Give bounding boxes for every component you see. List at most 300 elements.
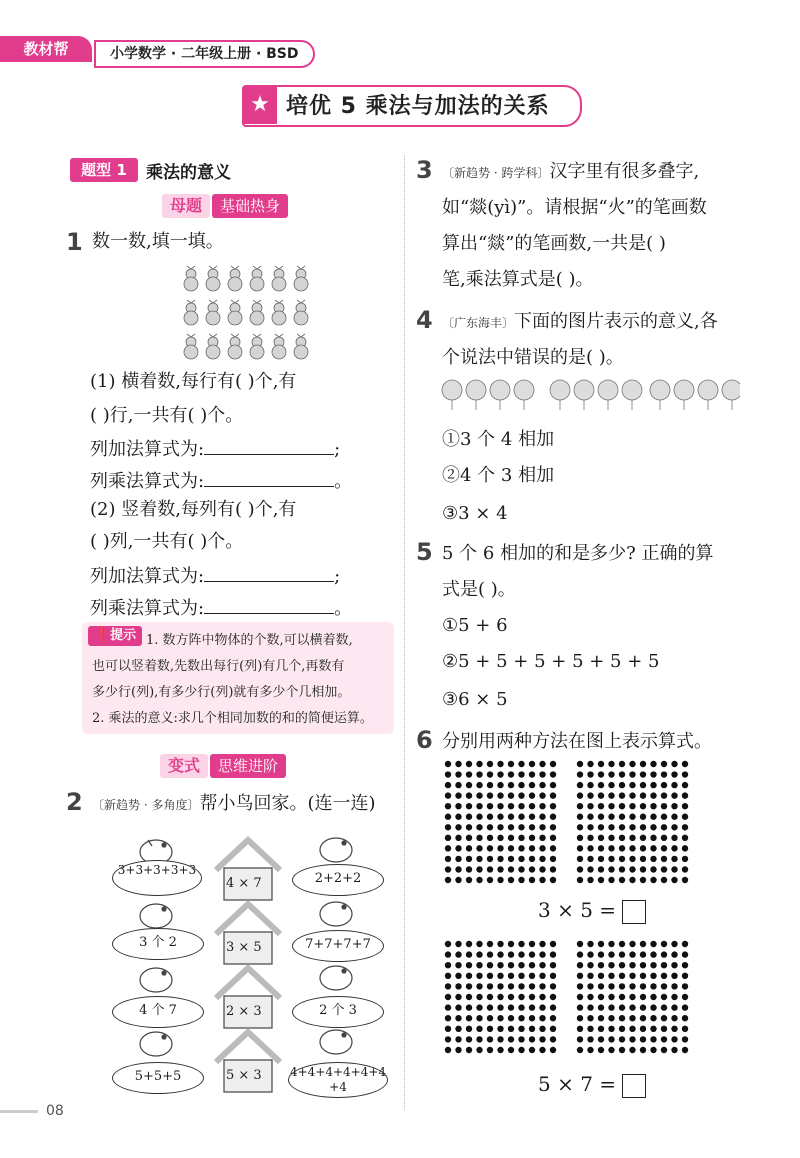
grid-dot: [619, 877, 625, 883]
grid-dot: [497, 866, 503, 872]
q5-line-1: 5 个 6 相加的和是多少? 正确的算: [442, 543, 714, 564]
grid-dot: [671, 877, 677, 883]
grid-dot: [466, 771, 472, 777]
grid-dot: [598, 824, 604, 830]
grid-dot: [550, 983, 556, 989]
q6-stem: 分别用两种方法在图上表示算式。: [442, 731, 712, 752]
grid-dot: [608, 994, 614, 1000]
grid-dot: [619, 1015, 625, 1021]
grid-dot: [608, 1015, 614, 1021]
grid-dot: [476, 994, 482, 1000]
q1-part2-line1: (2) 竖着数,每列有( )个,有: [90, 499, 297, 520]
grid-dot: [682, 835, 688, 841]
grid-dot: [455, 1036, 461, 1042]
grid-dot: [518, 835, 524, 841]
answer-box[interactable]: [622, 1074, 646, 1098]
grid-dot: [619, 973, 625, 979]
grid-dot: [577, 1047, 583, 1053]
grid-dot: [497, 824, 503, 830]
grid-dot: [508, 877, 514, 883]
grid-dot: [671, 1026, 677, 1032]
grid-dot: [539, 845, 545, 851]
grid-dot: [640, 951, 646, 957]
grid-dot: [497, 951, 503, 957]
grid-dot: [619, 824, 625, 830]
grid-dot: [598, 941, 604, 947]
grid-dot: [550, 962, 556, 968]
grid-dot: [650, 1004, 656, 1010]
grid-dot: [608, 792, 614, 798]
grid-dot: [661, 1015, 667, 1021]
grid-dot: [529, 856, 535, 862]
grid-dot: [445, 803, 451, 809]
grid-dot: [671, 866, 677, 872]
grid-dot: [682, 962, 688, 968]
grid-dot: [577, 973, 583, 979]
grid-dot: [629, 1026, 635, 1032]
grid-dot: [445, 962, 451, 968]
grid-dot: [445, 835, 451, 841]
grid-dot: [629, 983, 635, 989]
grid-dot: [587, 1026, 593, 1032]
grid-dot: [539, 951, 545, 957]
grid-dot: [529, 1026, 535, 1032]
grid-dot: [629, 962, 635, 968]
grid-dot: [539, 866, 545, 872]
grid-dot: [508, 994, 514, 1000]
grid-dot: [629, 835, 635, 841]
grid-dot: [598, 973, 604, 979]
grid-dot: [487, 782, 493, 788]
grid-dot: [476, 792, 482, 798]
grid-dot: [445, 1047, 451, 1053]
grid-dot: [539, 1047, 545, 1053]
lollipop-group: [442, 380, 534, 410]
variant-sub: 思维进阶: [210, 754, 286, 778]
grid-dot: [587, 983, 593, 989]
grid-dot: [619, 803, 625, 809]
grid-dot: [539, 983, 545, 989]
dot-grid-pair-1[interactable]: [444, 760, 694, 886]
grid-dot: [640, 771, 646, 777]
grid-dot: [455, 973, 461, 979]
grid-dot: [619, 1047, 625, 1053]
grid-dot: [671, 761, 677, 767]
grid-dot: [476, 856, 482, 862]
grid-dot: [577, 994, 583, 1000]
grid-dot: [518, 824, 524, 830]
grid-dot: [682, 845, 688, 851]
grid-dot: [455, 1026, 461, 1032]
grid-dot: [619, 983, 625, 989]
grid-dot: [508, 941, 514, 947]
grid-dot: [640, 1026, 646, 1032]
grid-dot: [640, 835, 646, 841]
grid-dot: [661, 1047, 667, 1053]
grid-dot: [587, 771, 593, 777]
grid-dot: [682, 856, 688, 862]
grid-dot: [445, 1036, 451, 1042]
grid-dot: [539, 1036, 545, 1042]
answer-blank[interactable]: [204, 595, 334, 614]
grid-dot: [608, 1047, 614, 1053]
grid-dot: [682, 994, 688, 1000]
grid-dot: [640, 941, 646, 947]
equation-text: 3 × 5 =: [538, 898, 617, 922]
grid-dot: [619, 761, 625, 767]
q3-tag: 〔新趋势 · 跨学科〕: [442, 166, 550, 180]
grid-dot: [508, 814, 514, 820]
grid-dot: [550, 1026, 556, 1032]
grid-dot: [671, 1036, 677, 1042]
grid-dot: [640, 994, 646, 1000]
grid-dot: [466, 835, 472, 841]
grid-dot: [529, 771, 535, 777]
equation-text: 5 × 7 =: [538, 1072, 617, 1096]
grid-dot: [476, 835, 482, 841]
grid-dot: [518, 1004, 524, 1010]
grid-dot: [608, 951, 614, 957]
grid-dot: [487, 1047, 493, 1053]
grid-dot: [577, 792, 583, 798]
grid-dot: [671, 994, 677, 1000]
grid-dot: [619, 1004, 625, 1010]
grid-dot: [518, 1047, 524, 1053]
bird-label-left[interactable]: 5+5+5: [112, 1062, 204, 1094]
grid-dot: [682, 877, 688, 883]
house-label[interactable]: 2 × 3: [226, 1004, 262, 1019]
q1-part2-line2: ( )列,一共有( )个。: [90, 531, 244, 552]
grid-dot: [661, 941, 667, 947]
grid-dot: [577, 951, 583, 957]
house-label[interactable]: 5 × 3: [226, 1068, 262, 1083]
star-icon: ★: [243, 86, 277, 124]
bird-label-right[interactable]: 7+7+7+7: [292, 930, 384, 962]
grid-dot: [497, 962, 503, 968]
grid-dot: [640, 1015, 646, 1021]
grid-dot: [671, 941, 677, 947]
grid-dot: [598, 1015, 604, 1021]
q4-option[interactable]: ②4 个 3 相加: [442, 465, 555, 486]
grid-dot: [455, 803, 461, 809]
grid-dot: [487, 951, 493, 957]
grid-dot: [577, 803, 583, 809]
house-label[interactable]: 4 × 7: [226, 876, 262, 891]
grid-dot: [539, 803, 545, 809]
grid-dot: [487, 845, 493, 851]
question-number: 2: [66, 788, 83, 816]
grid-dot: [671, 962, 677, 968]
grid-dot: [518, 803, 524, 809]
grid-dot: [455, 866, 461, 872]
grid-dot: [529, 761, 535, 767]
period: 。: [334, 598, 353, 619]
bird-icon: [140, 1032, 172, 1056]
grid-dot: [577, 761, 583, 767]
grid-dot: [671, 983, 677, 989]
q1-part1-add: [90, 436, 340, 462]
grid-dot: [587, 973, 593, 979]
grid-dot: [629, 941, 635, 947]
answer-blank[interactable]: [204, 436, 334, 455]
grid-dot: [661, 782, 667, 788]
variant-tag: 变式: [160, 754, 208, 778]
grid-dot: [445, 761, 451, 767]
grid-dot: [466, 856, 472, 862]
grid-dot: [587, 761, 593, 767]
grid-dot: [619, 845, 625, 851]
question-number: 1: [66, 228, 83, 256]
bird-label-left[interactable]: 3 个 2: [112, 928, 204, 960]
grid-dot: [661, 973, 667, 979]
grid-dot: [671, 824, 677, 830]
grid-dot: [455, 835, 461, 841]
grid-dot: [608, 973, 614, 979]
mother-tag: 母题: [162, 194, 210, 218]
grid-dot: [445, 983, 451, 989]
grid-dot: [497, 1047, 503, 1053]
grid-dot: [682, 782, 688, 788]
q4-option[interactable]: ①3 个 4 相加: [442, 429, 555, 450]
grid-dot: [466, 792, 472, 798]
grid-dot: [455, 845, 461, 851]
grid-dot: [487, 1015, 493, 1021]
grid-dot: [598, 782, 604, 788]
grid-dot: [682, 1015, 688, 1021]
grid-dot: [587, 856, 593, 862]
grid-dot: [466, 1047, 472, 1053]
grid-dot: [682, 1004, 688, 1010]
grid-dot: [608, 824, 614, 830]
grid-dot: [497, 941, 503, 947]
answer-blank[interactable]: [204, 563, 334, 582]
grid-dot: [550, 814, 556, 820]
grid-dot: [476, 1026, 482, 1032]
grid-dot: [598, 1036, 604, 1042]
grid-dot: [587, 1047, 593, 1053]
grid-dot: [455, 771, 461, 777]
q1-part1-line2: ( )行,一共有( )个。: [90, 405, 244, 426]
grid-dot: [529, 994, 535, 1000]
grid-dot: [539, 1015, 545, 1021]
grid-dot: [445, 771, 451, 777]
grid-dot: [608, 877, 614, 883]
grid-dot: [598, 866, 604, 872]
grid-dot: [650, 962, 656, 968]
grid-dot: [508, 866, 514, 872]
grid-dot: [640, 1036, 646, 1042]
grid-dot: [508, 761, 514, 767]
grid-dot: [508, 951, 514, 957]
bird-label-right[interactable]: 2 个 3: [292, 996, 384, 1028]
grid-dot: [455, 824, 461, 830]
grid-dot: [476, 761, 482, 767]
grid-dot: [476, 824, 482, 830]
grid-dot: [476, 814, 482, 820]
q5-option[interactable]: ①5 + 6: [442, 615, 508, 636]
house-icon: [216, 968, 280, 1028]
bird-label-right[interactable]: 2+2+2: [292, 864, 384, 896]
grid-dot: [539, 973, 545, 979]
grid-dot: [539, 824, 545, 830]
grid-dot: [608, 803, 614, 809]
grid-dot: [577, 866, 583, 872]
bird-icon: [320, 902, 352, 926]
grid-dot: [640, 792, 646, 798]
grid-dot: [650, 973, 656, 979]
grid-dot: [518, 1026, 524, 1032]
grid-dot: [577, 983, 583, 989]
grid-dot: [476, 1015, 482, 1021]
grid-dot: [518, 845, 524, 851]
q4-option[interactable]: ③3 × 4: [442, 503, 508, 524]
q3-text: 汉字里有很多叠字,: [549, 161, 700, 182]
grid-dot: [445, 866, 451, 872]
answer-blank[interactable]: [204, 468, 334, 487]
grid-dot: [539, 856, 545, 862]
grid-dot: [550, 1047, 556, 1053]
grid-dot: [466, 761, 472, 767]
grid-dot: [445, 877, 451, 883]
bird-icon: [320, 966, 352, 990]
grid-dot: [577, 824, 583, 830]
grid-dot: [661, 845, 667, 851]
grid-dot: [518, 792, 524, 798]
grid-dot: [650, 782, 656, 788]
bird-label-left[interactable]: 4 个 7: [112, 996, 204, 1028]
grid-dot: [661, 1026, 667, 1032]
answer-box[interactable]: [622, 900, 646, 924]
grid-dot: [445, 782, 451, 788]
grid-dot: [550, 866, 556, 872]
grid-dot: [529, 792, 535, 798]
grid-dot: [539, 962, 545, 968]
grid-dot: [476, 951, 482, 957]
hint-line-1: 1. 数方阵中物体的个数,可以横着数,: [146, 633, 353, 648]
q5-option[interactable]: ③6 × 5: [442, 689, 508, 710]
grid-dot: [587, 1004, 593, 1010]
equation-1: [538, 898, 646, 924]
house-label[interactable]: 3 × 5: [226, 940, 262, 955]
grid-dot: [640, 761, 646, 767]
grid-dot: [497, 973, 503, 979]
grid-dot: [550, 951, 556, 957]
grid-dot: [629, 771, 635, 777]
question-number: 3: [416, 156, 433, 184]
grid-dot: [608, 1004, 614, 1010]
grid-dot: [476, 973, 482, 979]
q2-stem: 帮小鸟回家。(连一连): [199, 793, 376, 814]
grid-dot: [487, 835, 493, 841]
grid-dot: [629, 877, 635, 883]
grid-dot: [661, 994, 667, 1000]
grid-dot: [466, 1026, 472, 1032]
grid-dot: [619, 1026, 625, 1032]
grid-dot: [476, 866, 482, 872]
grid-dot: [682, 941, 688, 947]
grid-dot: [682, 814, 688, 820]
grid-dot: [455, 782, 461, 788]
grid-dot: [539, 761, 545, 767]
grid-dot: [598, 792, 604, 798]
grid-dot: [487, 866, 493, 872]
q5-option[interactable]: ②5 + 5 + 5 + 5 + 5 + 5: [442, 651, 660, 672]
grid-dot: [577, 782, 583, 788]
bird-label-left[interactable]: 3+3+3+3+3: [112, 860, 202, 896]
grid-dot: [497, 803, 503, 809]
grid-dot: [650, 835, 656, 841]
book-title: 小学数学 · 二年级上册 · BSD: [94, 40, 315, 68]
grid-dot: [518, 814, 524, 820]
grid-dot: [598, 951, 604, 957]
grid-dot: [661, 856, 667, 862]
grid-dot: [466, 983, 472, 989]
grid-dot: [508, 983, 514, 989]
grid-dot: [577, 845, 583, 851]
grid-dot: [445, 1004, 451, 1010]
grid-dot: [577, 1004, 583, 1010]
grid-dot: [539, 792, 545, 798]
grid-dot: [682, 771, 688, 777]
grid-dot: [550, 771, 556, 777]
grid-dot: [598, 835, 604, 841]
grid-dot: [455, 814, 461, 820]
grid-dot: [671, 973, 677, 979]
grid-dot: [518, 782, 524, 788]
q4-text: 下面的图片表示的意义,各: [514, 311, 718, 332]
grid-dot: [445, 951, 451, 957]
grid-dot: [445, 845, 451, 851]
grid-dot: [550, 792, 556, 798]
grid-dot: [497, 771, 503, 777]
question-number: 5: [416, 538, 433, 566]
mul-label: 列乘法算式为:: [90, 598, 205, 619]
grid-dot: [529, 824, 535, 830]
grid-dot: [550, 941, 556, 947]
q2-tag: 〔新趋势 · 多角度〕: [92, 798, 200, 812]
grid-dot: [476, 845, 482, 851]
bird-label-right[interactable]: 4+4+4+4+4+4+4: [288, 1062, 388, 1098]
grid-dot: [529, 866, 535, 872]
grid-dot: [466, 845, 472, 851]
grid-dot: [661, 951, 667, 957]
grid-dot: [671, 814, 677, 820]
gourd-row-1: [184, 266, 308, 291]
grid-dot: [650, 1026, 656, 1032]
grid-dot: [598, 994, 604, 1000]
grid-dot: [487, 941, 493, 947]
grid-dot: [466, 803, 472, 809]
grid-dot: [577, 1015, 583, 1021]
grid-dot: [529, 1015, 535, 1021]
grid-dot: [661, 877, 667, 883]
semicolon: ;: [334, 566, 341, 587]
grid-dot: [640, 803, 646, 809]
dot-grid-pair-2[interactable]: [444, 940, 694, 1056]
grid-dot: [629, 994, 635, 1000]
grid-dot: [671, 1004, 677, 1010]
grid-dot: [587, 951, 593, 957]
grid-dot: [640, 1004, 646, 1010]
grid-dot: [508, 771, 514, 777]
q1-stem: 数一数,填一填。: [92, 231, 224, 252]
grid-dot: [619, 835, 625, 841]
grid-dot: [508, 835, 514, 841]
grid-dot: [650, 951, 656, 957]
grid-dot: [640, 1047, 646, 1053]
add-label: 列加法算式为:: [90, 566, 205, 587]
grid-dot: [550, 1036, 556, 1042]
